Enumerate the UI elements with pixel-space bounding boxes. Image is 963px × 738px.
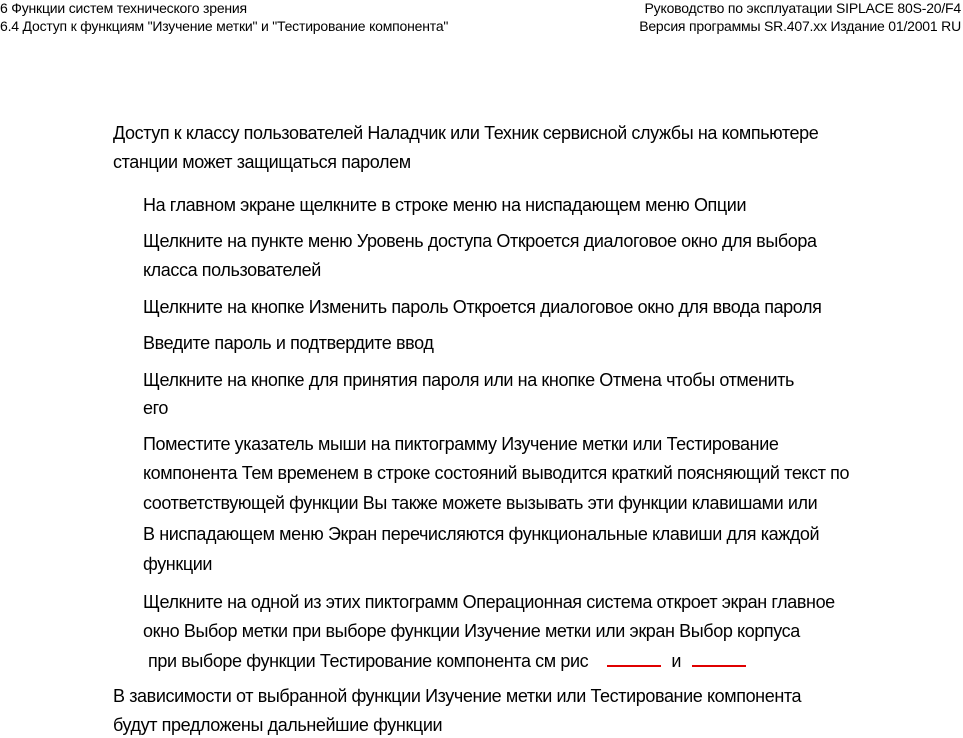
figure-reference-conjunction: и [671, 651, 682, 671]
intro-line-1: Доступ к классу пользователей Наладчик или Техник сервисной службы на компьютере [113, 123, 819, 143]
header-chapter: 6 Функции систем технического зрения [0, 0, 247, 16]
step-3: Щелкните на кнопке Изменить пароль Откроется диалоговое окно для ввода пароля [143, 297, 822, 317]
step-7-line-3 [148, 650, 746, 672]
step-4: Введите пароль и подтвердите ввод [143, 333, 434, 353]
intro-line-2: станции может защищаться паролем [113, 152, 411, 172]
step-6-line-2: компонента Тем временем в строке состояний выводится краткий поясняющий текст по [143, 463, 850, 483]
step-6-line-1: Поместите указатель мыши на пиктограмму Изучение метки или Тестирование [143, 434, 779, 454]
step-7-line-2: окно Выбор метки при выборе функции Изучение метки или экран Выбор корпуса [143, 621, 800, 641]
figure-reference-1[interactable] [607, 651, 661, 667]
step-7-line-3-text: при выборе функции Тестирование компонента см рис [148, 651, 589, 671]
step-6-line-5: функции [143, 554, 213, 574]
step-1: На главном экране щелкните в строке меню на ниспадающем меню Опции [143, 195, 747, 215]
outro-line-2: будут предложены дальнейшие функции [113, 715, 443, 735]
step-2-line-1: Щелкните на пункте меню Уровень доступа Откроется диалоговое окно для выбора [143, 231, 817, 251]
step-5-line-2: его [143, 398, 168, 418]
step-5-line-1: Щелкните на кнопке для принятия пароля или на кнопке Отмена чтобы отменить [143, 370, 795, 390]
step-2-line-2: класса пользователей [143, 260, 321, 280]
header-section: 6.4 Доступ к функциям "Изучение метки" и "Тестирование компонента" [0, 18, 449, 34]
figure-reference-2[interactable] [692, 651, 746, 667]
step-6-line-4: В ниспадающем меню Экран перечисляются функциональные клавиши для каждой [143, 524, 820, 544]
step-7-line-1: Щелкните на одной из этих пиктограмм Операционная система откроет экран главное [143, 592, 835, 612]
step-6-line-3: соответствующей функции Вы также можете вызывать эти функции клавишами или [143, 493, 818, 513]
header-manual-title: Руководство по эксплуатации SIPLACE 80S-20/F4 [644, 0, 961, 16]
header-version: Версия программы SR.407.xx Издание 01/2001 RU [639, 18, 961, 34]
outro-line-1: В зависимости от выбранной функции Изучение метки или Тестирование компонента [113, 686, 802, 706]
